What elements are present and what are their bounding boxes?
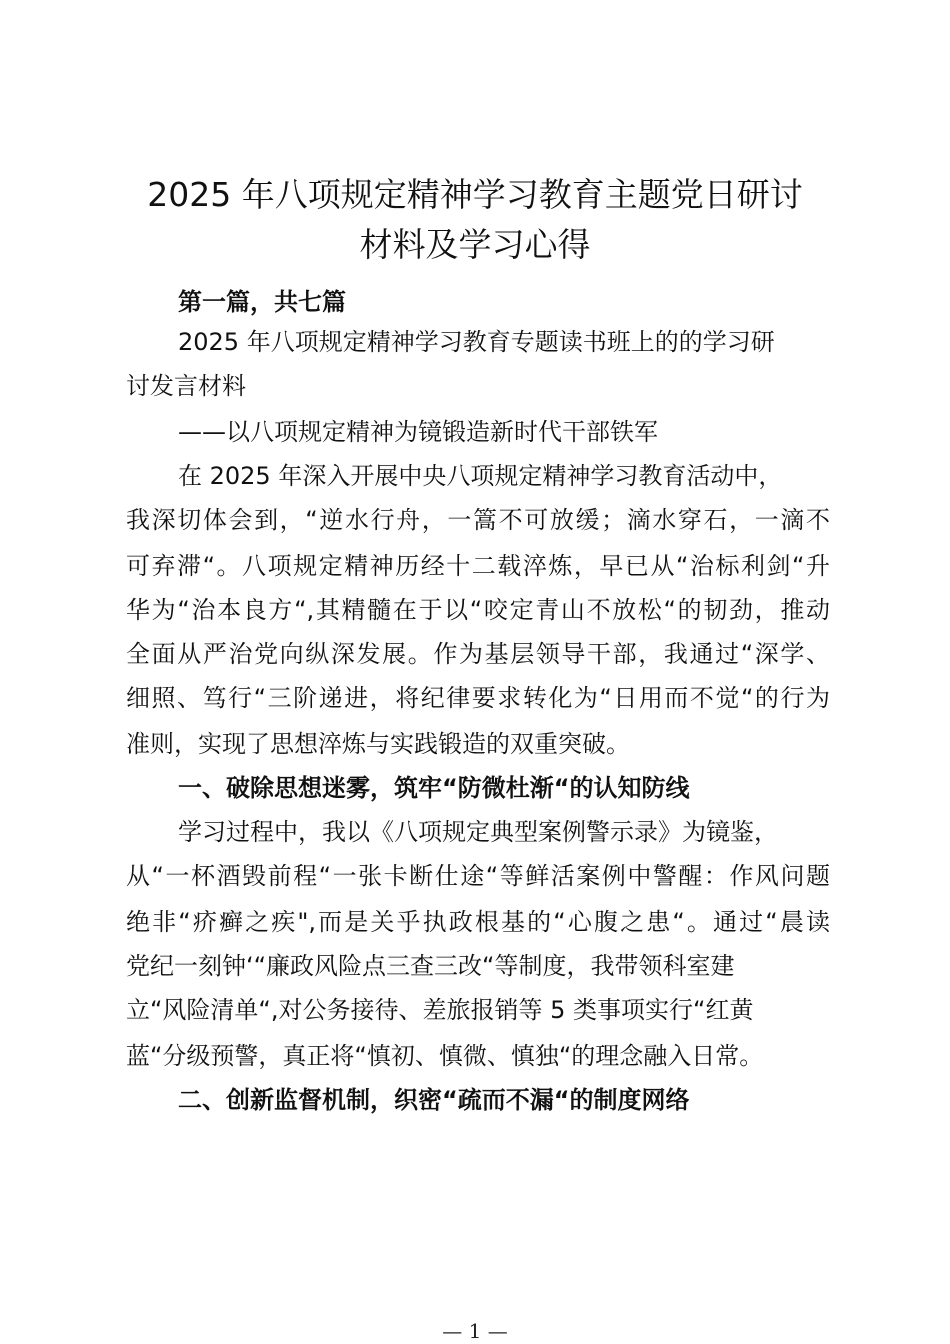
subtitle-line-1: 2025 年八项规定精神学习教育专题读书班上的的学习研 [178,328,775,356]
paragraph-1-line-6: 细照、笃行“三阶递进，将纪律要求转化为“日用而不觉“的行为 [126,684,830,712]
subtitle-line-2: 讨发言材料 [126,372,246,400]
document-title-line-1: 2025 年八项规定精神学习教育主题党日研讨 [147,175,803,214]
paragraph-2-line-4: 党纪一刻钟‘“廉政风险点三查三改“等制度，我带领科室建 [126,952,735,980]
theme-line: ——以八项规定精神为镜锻造新时代干部铁军 [178,418,658,446]
section-heading-2: 二、创新监督机制，织密“疏而不漏“的制度网络 [178,1086,690,1114]
paragraph-2-line-5: 立“风险清单“,对公务接待、差旅报销等 5 类事项实行“红黄 [126,996,754,1024]
paragraph-1-line-5: 全面从严治党向纵深发展。作为基层领导干部，我通过“深学、 [126,640,830,668]
paragraph-1-line-2: 我深切体会到，“逆水行舟，一篙不可放缓；滴水穿石，一滴不 [126,506,830,534]
paragraph-2-line-2: 从“一杯酒毁前程“一张卡断仕途“等鲜活案例中警醒：作风问题 [126,862,830,890]
article-count-line: 第一篇，共七篇 [178,288,346,316]
page-number: — 1 — [442,1319,508,1343]
paragraph-2-line-1: 学习过程中，我以《八项规定典型案例警示录》为镜鉴， [178,818,778,846]
document-title-line-2: 材料及学习心得 [359,225,591,264]
paragraph-2-line-3: 绝非“疥癣之疾",而是关乎执政根基的“心腹之患“。通过“晨读 [126,908,830,936]
paragraph-1-line-7: 准则，实现了思想淬炼与实践锻造的双重突破。 [126,730,630,758]
section-heading-1: 一、破除思想迷雾，筑牢“防微杜渐“的认知防线 [178,774,690,802]
paragraph-1-line-4: 华为“治本良方“,其精髓在于以“咬定青山不放松“的韧劲，推动 [126,596,830,624]
paragraph-1-line-1: 在 2025 年深入开展中央八项规定精神学习教育活动中， [178,462,783,490]
paragraph-2-line-6: 蓝“分级预警，真正将“慎初、慎微、慎独“的理念融入日常。 [126,1042,764,1070]
paragraph-1-line-3: 可弃滞“。八项规定精神历经十二载淬炼，早已从“治标利剑“升 [126,552,830,580]
